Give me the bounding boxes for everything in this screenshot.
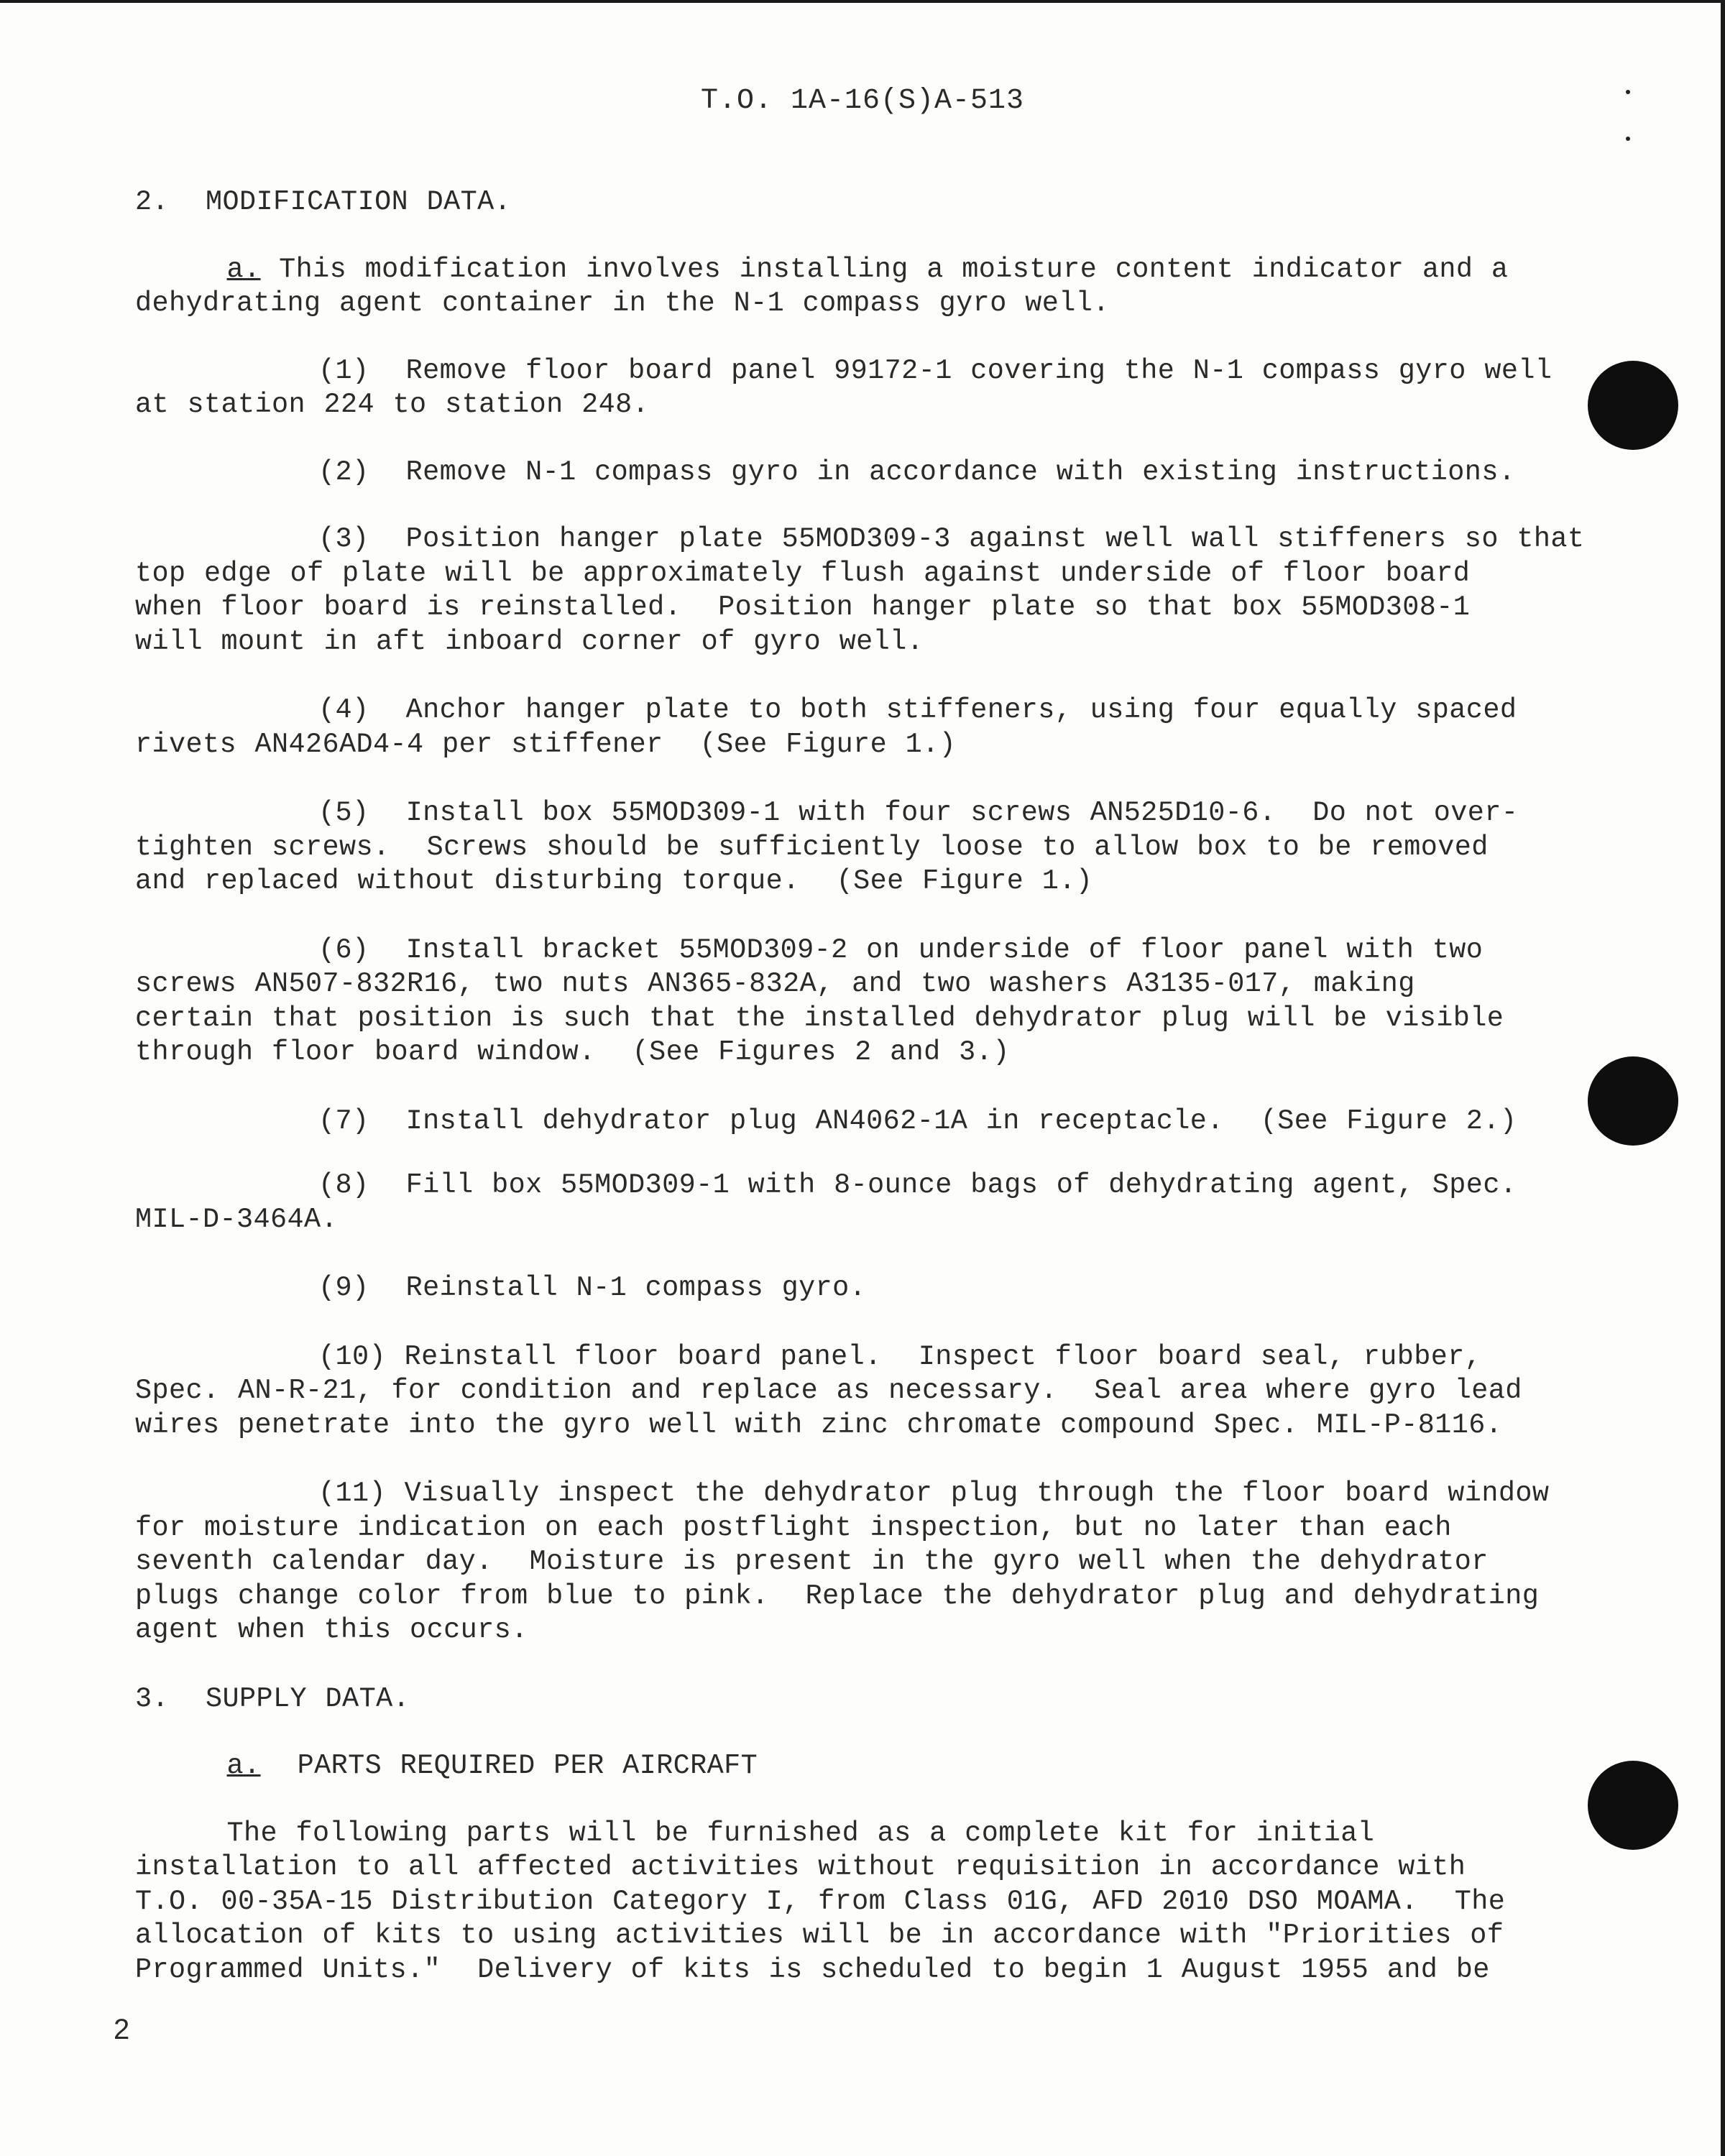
step-label: (8) (318, 1169, 369, 1201)
section-heading-supply-data (135, 1682, 1544, 1717)
subsection-heading-parts-required (135, 1749, 1544, 1784)
section-title: MODIFICATION DATA. (206, 186, 512, 218)
step-11: (11) Visually inspect the dehydrator plug through the floor board window for moisture indication on each postflight inspection, but no later than each seventh calendar day. Moisture is present in the gyro well when the dehydrator plugs change color from blue to pink. Replace the dehydrator plug and dehydrating agent when this occurs. (135, 1478, 1550, 1646)
section-heading-modification-data (135, 185, 1544, 220)
step-9: (9) Reinstall N-1 compass gyro. (318, 1272, 867, 1304)
step-label: (5) (318, 797, 369, 829)
punch-hole-top (1588, 361, 1678, 450)
step-label: (11) (318, 1478, 387, 1509)
step-label: (3) (318, 523, 369, 555)
step-3: (3) Position hanger plate 55MOD309-3 against well wall stiffeners so that top edge of plate will be approximately flush against underside of floor board when floor board is reinstalled. Position hanger plate so that box 55MOD308-1 will mount in aft inboard corner of gyro well. (135, 523, 1585, 658)
step-5: (5) Install box 55MOD309-1 with four screws AN525D10-6. Do not over- tighten screws. Screws should be sufficiently loose to allow box to be removed and replaced without disturbing torque. (See Figure 1.) (135, 797, 1519, 897)
subsection-letter: a. (226, 253, 261, 285)
document-number-header: T.O. 1A-16(S)A-513 (700, 85, 1025, 117)
section-title: SUPPLY DATA. (206, 1682, 410, 1715)
page-number: 2 (114, 2014, 130, 2045)
scan-speck (1626, 137, 1630, 141)
punch-hole-bottom (1588, 1761, 1678, 1850)
subsection-letter: a. (226, 1750, 261, 1782)
punch-hole-middle (1588, 1056, 1678, 1146)
step-1: (1) Remove floor board panel 99172-1 covering the N-1 compass gyro well at station 224 to station 248. (135, 354, 1552, 420)
subsection-title: PARTS REQUIRED PER AIRCRAFT (297, 1750, 758, 1782)
step-label: (7) (318, 1105, 369, 1137)
parts-kit-paragraph: The following parts will be furnished as a complete kit for initial installation to all affected activities without requisition in accordance with T.O. 00-35A-15 Distribution Category I, from Class 01G, AFD 2010 DSO MOAMA. The allocation of kits to using activities will be in accordance with "Priorities of Programmed Units." Delivery of kits is scheduled to begin 1 August 1955 and be (135, 1817, 1506, 1986)
page-edge-right (1721, 0, 1725, 2156)
step-label: (10) (318, 1340, 387, 1373)
subsection-a-intro: a. This modification involves installing a moisture content indicator and a dehydrating agent container in the N-1 compass gyro well. (135, 253, 1509, 319)
step-2: (2) Remove N-1 compass gyro in accordance with existing instructions. (318, 456, 1516, 488)
step-4: (4) Anchor hanger plate to both stiffeners, using four equally spaced rivets AN426AD4-4 per stiffener (See Figure 1.) (135, 694, 1517, 760)
step-6: (6) Install bracket 55MOD309-2 on underside of floor panel with two screws AN507-832R16, two nuts AN365-832A, and two washers A3135-017, making certain that position is such that the installed dehydrator plug will be visible through floor board window. (See Figures 2 and 3.) (135, 934, 1504, 1068)
section-number: 2. (135, 186, 170, 218)
section-number: 3. (135, 1682, 170, 1715)
page-edge-top (0, 0, 1725, 3)
step-label: (6) (318, 934, 369, 966)
step-7: (7) Install dehydrator plug AN4062-1A in receptacle. (See Figure 2.) (318, 1105, 1517, 1137)
step-label: (9) (318, 1272, 369, 1304)
step-label: (4) (318, 694, 369, 726)
step-8: (8) Fill box 55MOD309-1 with 8-ounce bags of dehydrating agent, Spec. MIL-D-3464A. (135, 1169, 1517, 1235)
step-label: (2) (318, 456, 369, 488)
step-10: (10) Reinstall floor board panel. Inspect floor board seal, rubber, Spec. AN-R-21, for condition and replace as necessary. Seal area where gyro lead wires penetrate into the gyro well with zinc chromate compound Spec. MIL-P-8116. (135, 1340, 1522, 1441)
document-body (135, 185, 1585, 1987)
step-label: (1) (318, 354, 369, 387)
